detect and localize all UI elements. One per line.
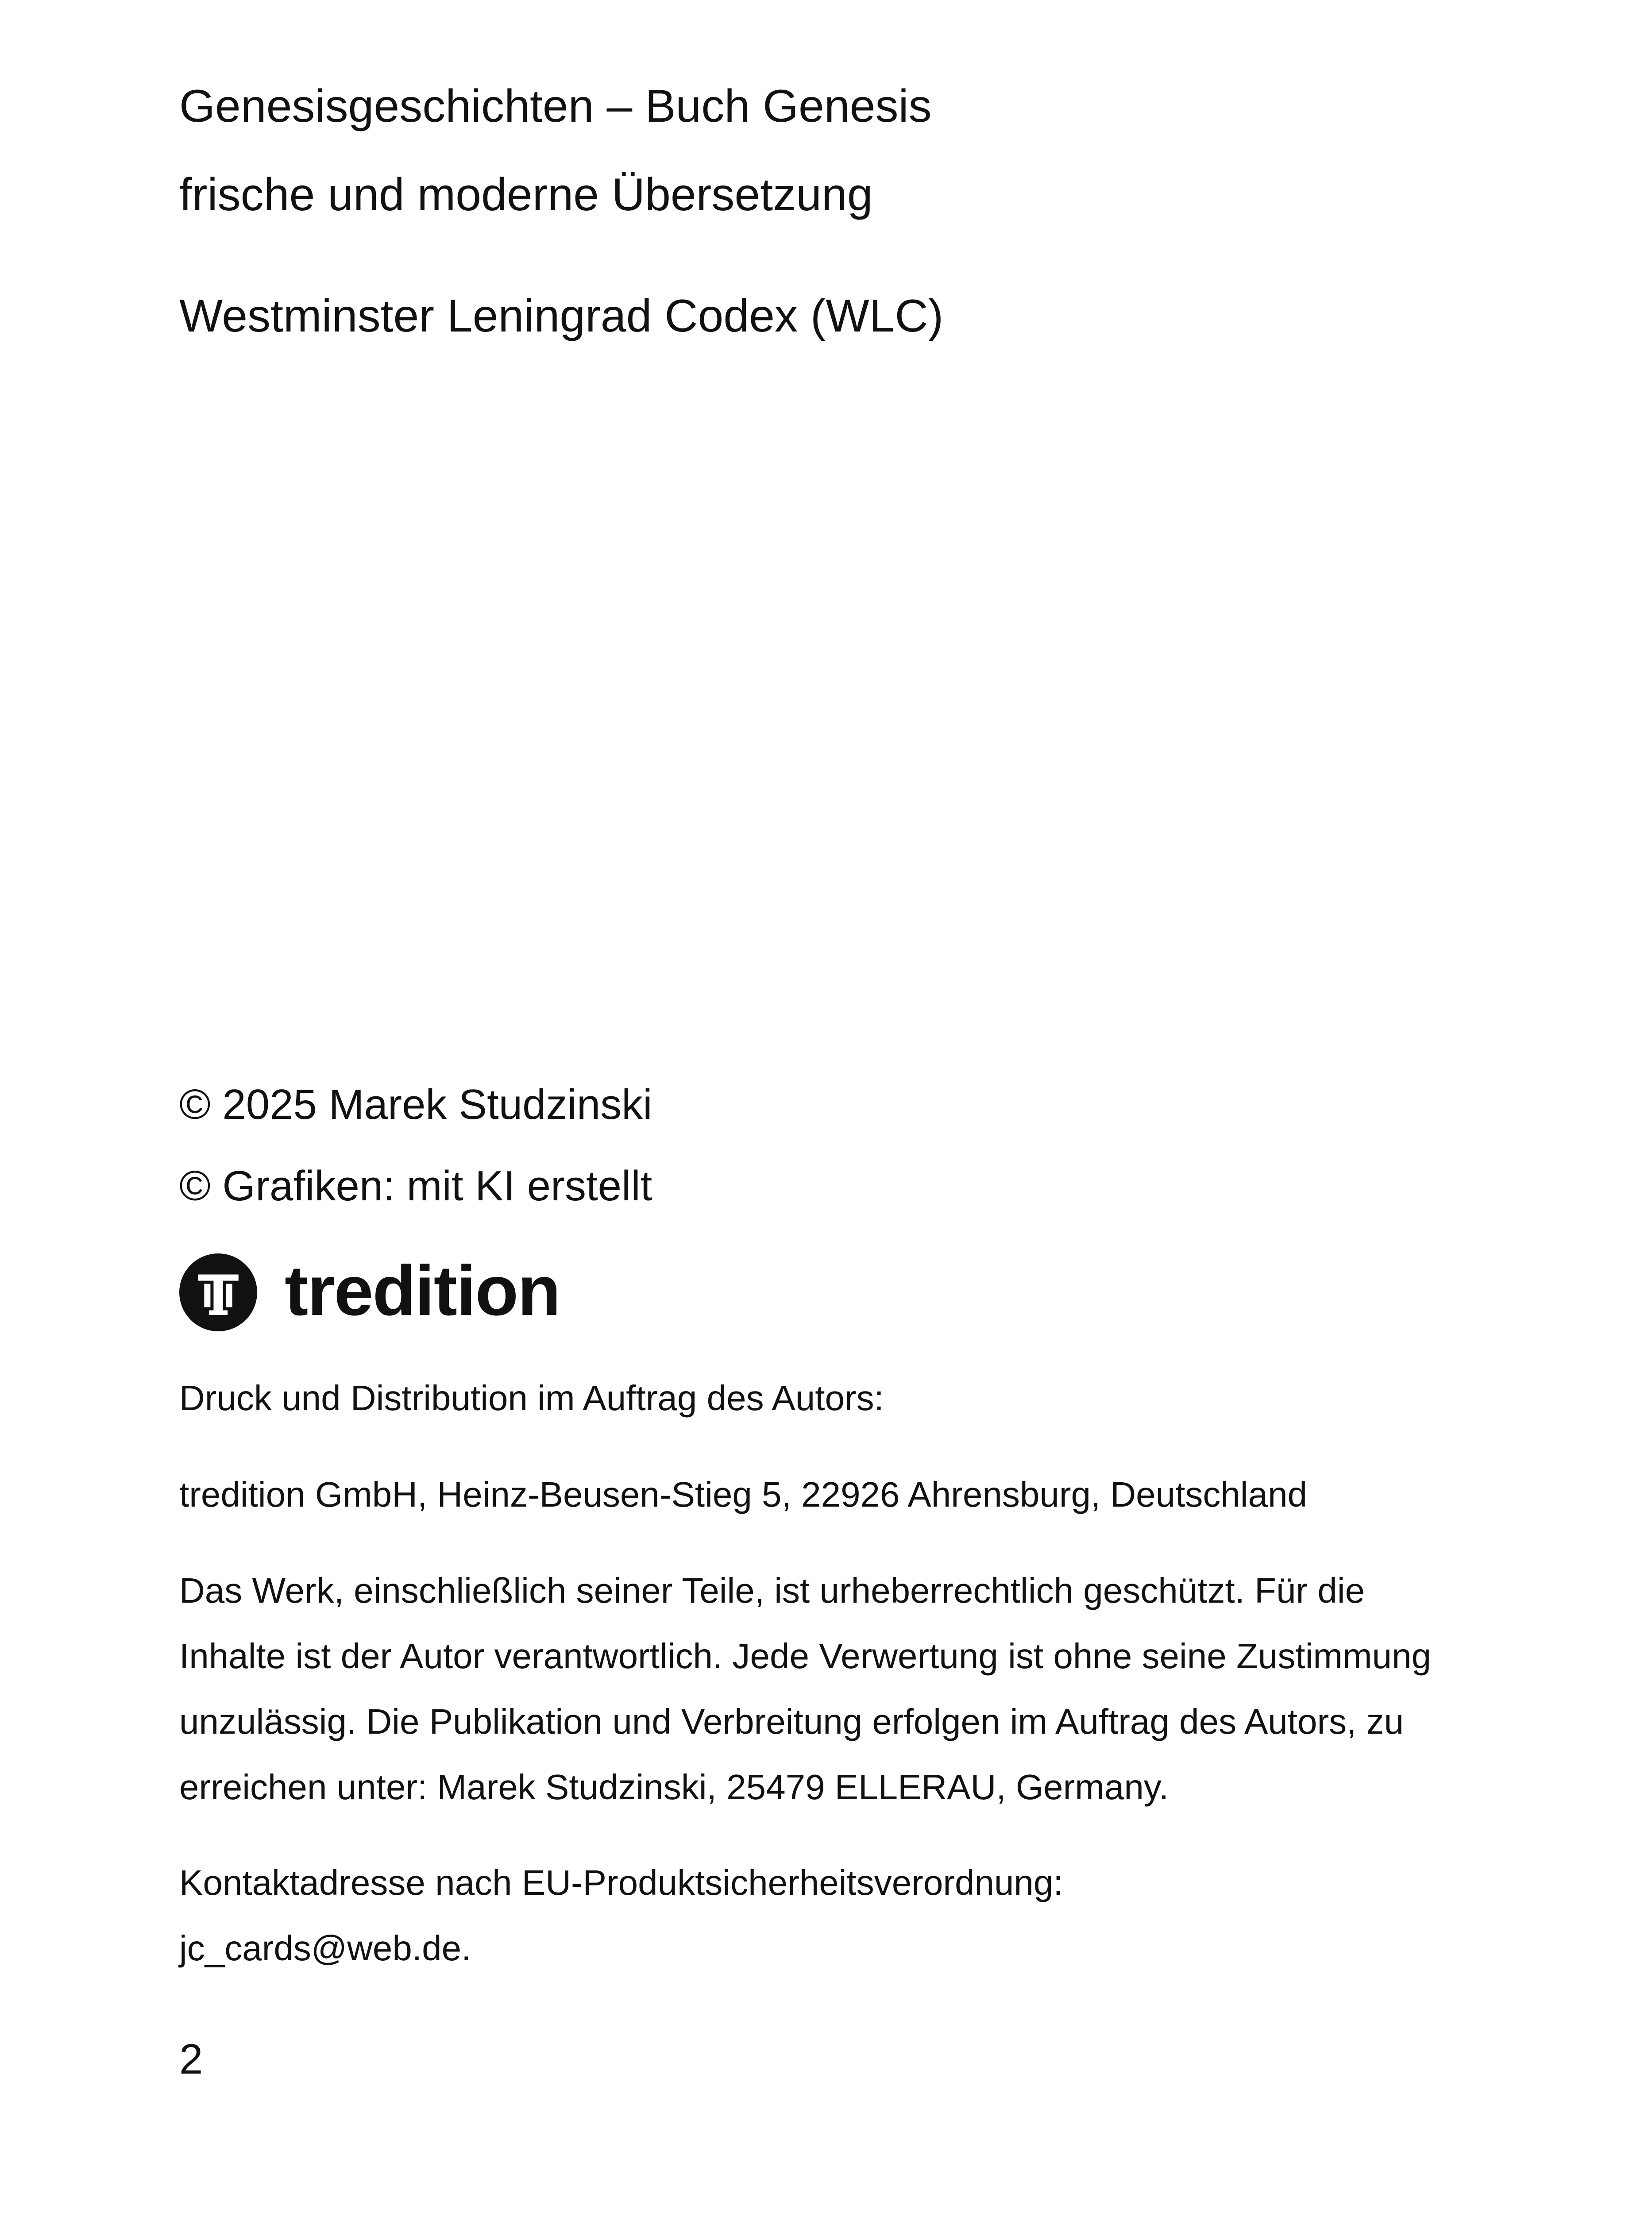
book-title: Genesisgeschichten – Buch Genesis: [179, 81, 932, 132]
page-number: 2: [179, 2036, 203, 2083]
book-subtitle: frische und moderne Übersetzung: [179, 169, 873, 220]
contact-label: Kontaktadresse nach EU-Produktsicherheitsverordnung:: [179, 1863, 1063, 1902]
legal-notice-line: erreichen unter: Marek Studzinski, 25479 ELLERAU, Germany.: [179, 1767, 1169, 1807]
contact-block: [179, 1850, 1507, 1981]
contact-email: jc_cards@web.de.: [179, 1928, 471, 1968]
distribution-label: Druck und Distribution im Auftrag des Autors:: [179, 1378, 884, 1418]
source-text: Westminster Leningrad Codex (WLC): [179, 290, 944, 342]
copyright-author: © 2025 Marek Studzinski: [179, 1081, 652, 1128]
legal-notice-line: Inhalte ist der Autor verantwortlich. Jede Verwertung ist ohne seine Zustimmung: [179, 1636, 1432, 1676]
publisher-logo: [179, 1253, 560, 1332]
legal-notice: [179, 1558, 1507, 1820]
legal-notice-line: unzulässig. Die Publikation und Verbreitung erfolgen im Auftrag des Autors, zu: [179, 1702, 1404, 1741]
publisher-address: tredition GmbH, Heinz-Beusen-Stieg 5, 22926 Ahrensburg, Deutschland: [179, 1475, 1308, 1514]
copyright-graphics: © Grafiken: mit KI erstellt: [179, 1162, 652, 1210]
publisher-logo-word: tredition: [285, 1251, 560, 1330]
tredition-logo-icon: [179, 1253, 257, 1331]
legal-notice-line: Das Werk, einschließlich seiner Teile, ist urheberrechtlich geschützt. Für die: [179, 1571, 1365, 1610]
